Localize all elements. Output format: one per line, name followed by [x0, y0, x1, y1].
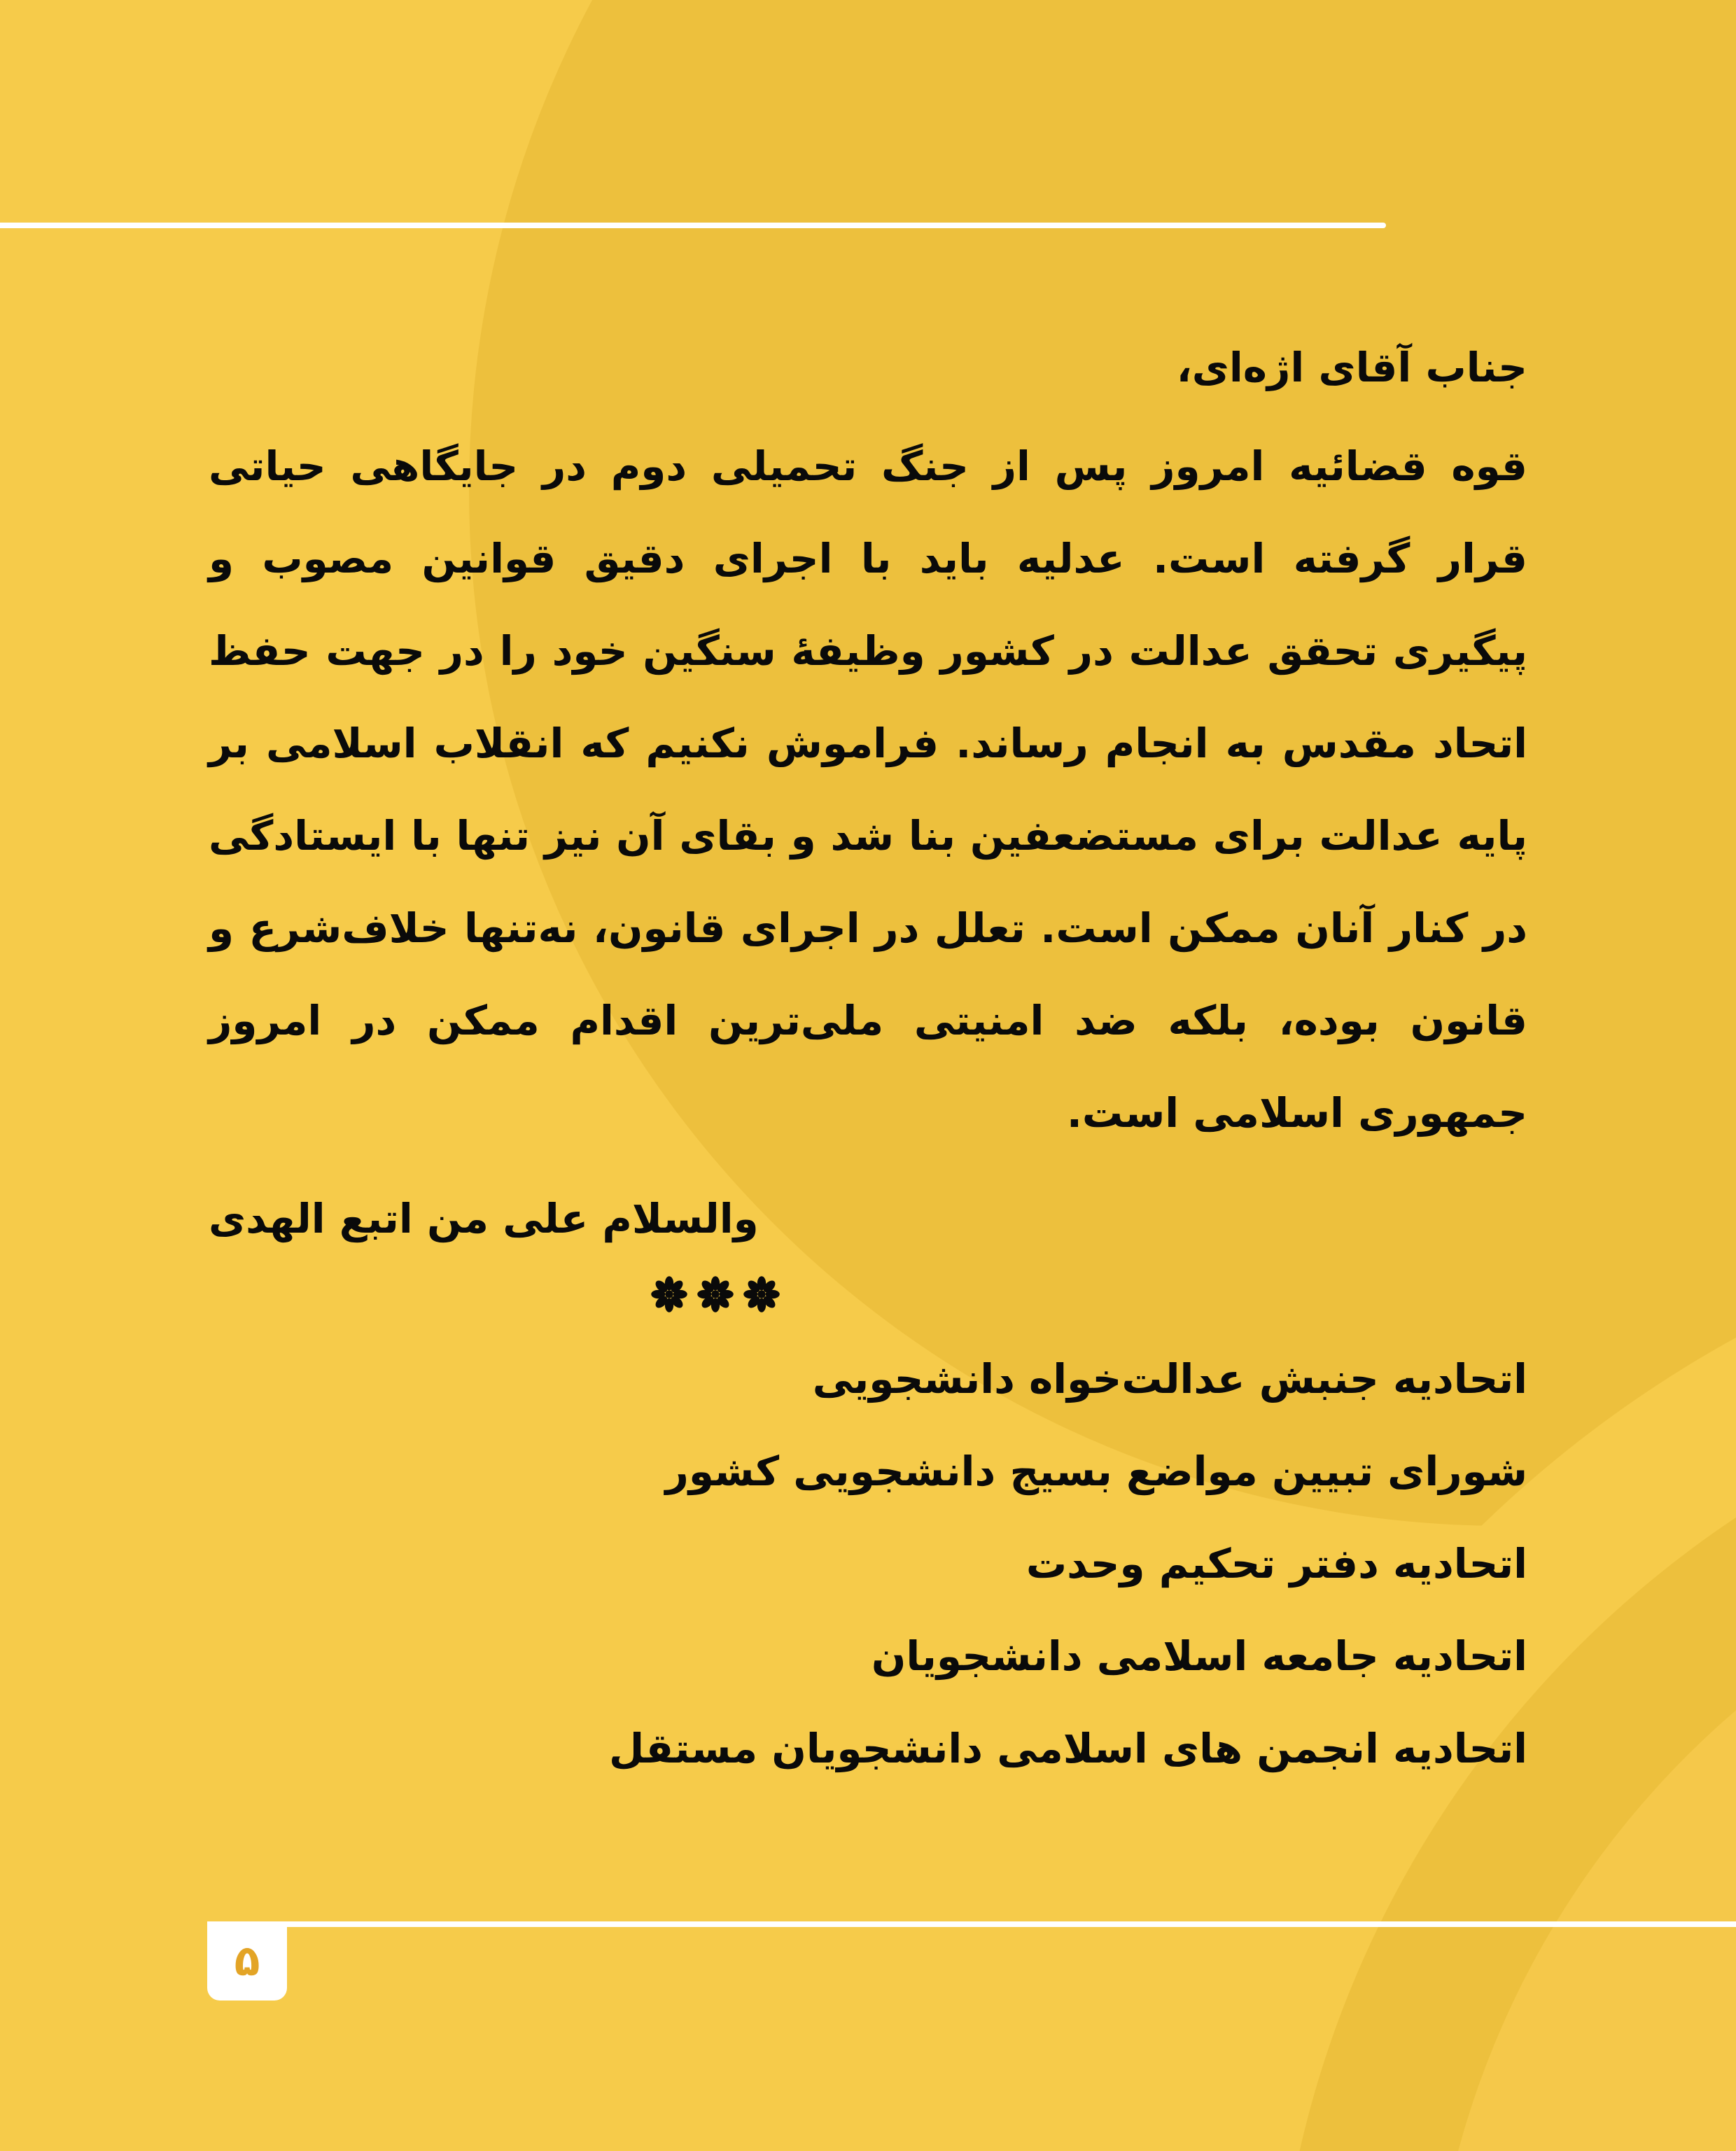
letter-body: قوه قضائیه امروز پس از جنگ تحمیلی دوم در جایگاهی حیاتی قرار گرفته است. عدلیه باید با اجرای دقیق قوانین مصوب و پیگیری تحقق عدالت در کشور وظیفهٔ سنگین خود را در جهت حفظ اتحاد مقدس به انجام رساند. فراموش نکنیم که انقلاب اسلامی بر پایه عدالت برای مستضعفین بنا شد و بقای آن نیز تنها با ایستادگی در کنار آنان ممکن است. تعلل در اجرای قانون، نه‌تنها خلاف‌شرع و قانون بوده، بلکه ضد امنیتی ملی‌ترین اقدام ممکن در امروز جمهوری اسلامی است.: [209, 442, 1527, 1137]
top-rule: [0, 223, 1386, 228]
flower-asterism-icon: [742, 1275, 781, 1314]
letter-content: [209, 329, 1527, 1795]
page-number: ۵: [234, 1936, 260, 1986]
closing-row: [209, 1159, 1527, 1257]
separator-asterism: [209, 1270, 1527, 1319]
signatory-item: اتحادیه جنبش عدالت‌خواه دانشجویی: [812, 1355, 1527, 1403]
signatory-item: شورای تبیین مواضع بسیج دانشجویی کشور: [665, 1448, 1527, 1495]
flower-asterism-icon: [696, 1275, 735, 1314]
signatory-item: اتحادیه انجمن های اسلامی دانشجویان مستقل: [609, 1725, 1527, 1772]
signatory-item: اتحادیه دفتر تحکیم وحدت: [1026, 1540, 1527, 1588]
page-number-badge: [207, 1921, 287, 2001]
flower-asterism-icon: [650, 1275, 689, 1314]
signatories-list: [209, 1333, 1527, 1795]
salutation: جناب آقای اژه‌ای،: [1176, 344, 1527, 391]
signatory-item: اتحادیه جامعه اسلامی دانشجویان: [871, 1632, 1527, 1680]
closing-line: والسلام علی من اتبع الهدی: [209, 1195, 759, 1242]
bottom-rule: [207, 1921, 1736, 1927]
